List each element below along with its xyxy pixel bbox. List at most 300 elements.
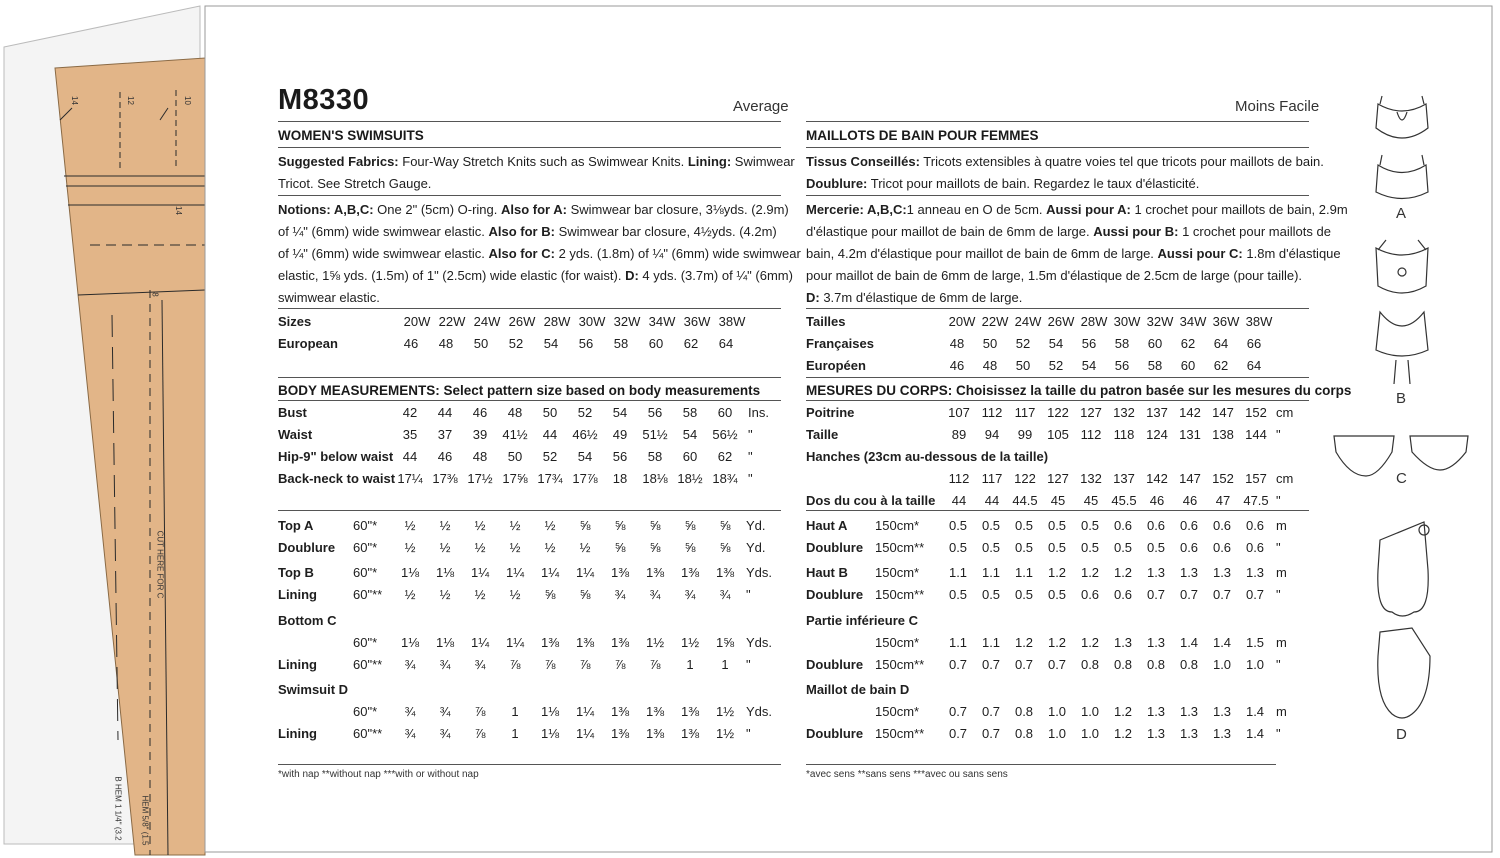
table-cell: 1.0 — [1047, 726, 1067, 741]
table-cell: 51½ — [642, 427, 668, 442]
table-cell: 26W — [508, 314, 536, 329]
row-unit: cm — [1276, 471, 1294, 486]
table-cell: 1¼ — [470, 635, 490, 650]
row-label: Top A — [278, 518, 314, 533]
table-cell: 46½ — [572, 427, 598, 442]
table-cell: 1.3 — [1179, 565, 1199, 580]
table-cell: 0.6 — [1179, 518, 1199, 533]
table-cell: 122 — [1014, 471, 1036, 486]
table-cell: 1¼ — [505, 565, 525, 580]
row-unit: cm — [1276, 405, 1294, 420]
table-cell: ⅞ — [474, 726, 486, 741]
table-cell: 1.2 — [1047, 565, 1067, 580]
row-label: Maillot de bain D — [806, 682, 910, 697]
table-cell: 1¼ — [470, 565, 490, 580]
table-cell: ⅝ — [579, 587, 591, 602]
row-label: Françaises — [806, 336, 874, 351]
table-cell: 62 — [683, 336, 699, 351]
table-cell: 56 — [1081, 336, 1097, 351]
table-cell: ⅞ — [509, 657, 521, 672]
table-cell: 112 — [981, 405, 1003, 420]
row-label: Hanches (23cm au-dessous de la taille) — [806, 449, 1049, 464]
row-unit: Yds. — [746, 565, 773, 580]
tissue-number: 8 — [150, 292, 160, 297]
table-cell: 117 — [981, 471, 1003, 486]
width-cell: 150cm* — [875, 518, 920, 533]
table-cell: 64 — [1246, 358, 1262, 373]
width-cell: 60"* — [353, 540, 378, 555]
table-cell: 1.1 — [1014, 565, 1034, 580]
table-cell: 56 — [612, 449, 628, 464]
rule — [278, 195, 781, 196]
rule — [806, 510, 1309, 511]
row-unit: m — [1276, 565, 1287, 580]
table-cell: 1¼ — [575, 565, 595, 580]
table-cell: 60 — [1147, 336, 1163, 351]
table-cell: ½ — [544, 518, 556, 533]
table-cell: 1⅛ — [435, 635, 455, 650]
row-label: Poitrine — [806, 405, 855, 420]
row-unit: Yds. — [746, 704, 773, 719]
table-cell: ⅞ — [544, 657, 556, 672]
text-line: of ¼" (6mm) wide swimwear elastic. Also for C: 2 yds. (1.8m) of ¼" (6mm) wide swimwear — [278, 246, 801, 261]
table-cell: 1.3 — [1146, 565, 1166, 580]
table-cell: 17½ — [467, 471, 493, 486]
table-cell: ½ — [509, 518, 521, 533]
rule — [278, 400, 781, 401]
table-cell: ⅝ — [719, 540, 731, 555]
table-cell: 46 — [437, 449, 453, 464]
table-cell: ¾ — [404, 704, 416, 719]
table-cell: 45 — [1050, 493, 1066, 508]
rule — [806, 195, 1309, 196]
table-cell: ½ — [404, 518, 416, 533]
row-label: Back-neck to waist — [278, 471, 396, 486]
table-cell: ½ — [474, 587, 486, 602]
width-cell: 150cm* — [875, 635, 920, 650]
row-unit: " — [1276, 540, 1281, 555]
table-cell: 0.6 — [1113, 518, 1133, 533]
rule — [806, 121, 1309, 122]
table-cell: 1.2 — [1014, 635, 1034, 650]
table-cell: 58 — [1114, 336, 1130, 351]
table-cell: 1½ — [715, 704, 735, 719]
table-cell: 1 — [686, 657, 694, 672]
row-unit: Yd. — [746, 540, 766, 555]
table-cell: 58 — [682, 405, 698, 420]
table-cell: 1.3 — [1113, 635, 1133, 650]
row-label: Bust — [278, 405, 307, 420]
table-cell: 50 — [473, 336, 489, 351]
table-cell: 0.7 — [981, 726, 1001, 741]
table-cell: 44 — [951, 493, 967, 508]
row-label: Swimsuit D — [278, 682, 349, 697]
tissue-number: 14 — [69, 96, 79, 105]
table-cell: 1⅜ — [680, 565, 700, 580]
table-cell: ⅞ — [614, 657, 626, 672]
row-unit: Yds. — [746, 635, 773, 650]
table-cell: ½ — [439, 540, 451, 555]
table-cell: 18¾ — [712, 471, 738, 486]
table-cell: 60 — [648, 336, 664, 351]
table-cell: 0.6 — [1212, 518, 1232, 533]
title-fr: MAILLOTS DE BAIN POUR FEMMES — [806, 128, 1039, 143]
table-cell: ⅞ — [649, 657, 661, 672]
row-label: Taille — [806, 427, 839, 442]
table-cell: 1.0 — [1047, 704, 1067, 719]
table-cell: ½ — [579, 540, 591, 555]
table-cell: 42 — [402, 405, 418, 420]
table-cell: 30W — [1113, 314, 1141, 329]
table-cell: 1⅜ — [575, 635, 595, 650]
width-cell: 150cm** — [875, 657, 925, 672]
text-line: Doublure: Tricot pour maillots de bain. Regardez le taux d'élasticité. — [806, 176, 1200, 191]
table-cell: 147 — [1212, 405, 1234, 420]
table-cell: 131 — [1179, 427, 1201, 442]
table-cell: 62 — [717, 449, 733, 464]
tissue-hem-text: B HEM 1 1/4" (3.2 — [113, 776, 123, 841]
width-cell: 60"** — [353, 657, 383, 672]
table-cell: 122 — [1047, 405, 1069, 420]
tissue-number: 10 — [182, 96, 192, 105]
table-cell: ¾ — [404, 726, 416, 741]
table-cell: 24W — [473, 314, 501, 329]
table-cell: 1 — [511, 726, 519, 741]
table-cell: 1.4 — [1245, 704, 1265, 719]
table-cell: 1.0 — [1212, 657, 1232, 672]
table-cell: 1⅜ — [645, 704, 665, 719]
row-label: Dos du cou à la taille — [806, 493, 936, 508]
table-cell: 28W — [543, 314, 571, 329]
table-cell: 1.2 — [1113, 565, 1133, 580]
table-cell: 45 — [1083, 493, 1099, 508]
table-cell: 1.0 — [1245, 657, 1265, 672]
table-cell: 94 — [984, 427, 1000, 442]
table-cell: ⅝ — [614, 518, 626, 533]
row-label: Waist — [278, 427, 313, 442]
text-line: bain, 4.2m d'élastique pour maillot de bain de 6mm de large. Aussi pour C: 1.8m d'élastique — [806, 246, 1341, 261]
table-cell: ⅝ — [684, 540, 696, 555]
table-cell: 1¼ — [505, 635, 525, 650]
table-cell: 62 — [1213, 358, 1229, 373]
table-cell: 41½ — [502, 427, 528, 442]
width-cell: 60"* — [353, 635, 378, 650]
tissue-hem-text: HEM 5/8" (1.5 — [140, 795, 150, 846]
tissue-number: 12 — [125, 96, 135, 105]
row-label: Partie inférieure C — [806, 613, 918, 628]
table-cell: 112 — [1080, 427, 1102, 442]
table-cell: 0.8 — [1014, 704, 1034, 719]
table-cell: 49 — [612, 427, 628, 442]
table-cell: 1.1 — [948, 635, 968, 650]
table-cell: 1.3 — [1179, 704, 1199, 719]
table-cell: 0.7 — [1179, 587, 1199, 602]
table-cell: 37 — [437, 427, 453, 442]
table-cell: 0.5 — [1080, 518, 1100, 533]
table-cell: ½ — [404, 540, 416, 555]
row-label: Européen — [806, 358, 866, 373]
body-title-en: BODY MEASUREMENTS: Select pattern size based on body measurements — [278, 383, 761, 398]
table-cell: 56 — [647, 405, 663, 420]
table-cell: 0.5 — [1014, 587, 1034, 602]
table-cell: 36W — [683, 314, 711, 329]
table-cell: 1½ — [680, 635, 700, 650]
table-cell: 124 — [1146, 427, 1168, 442]
table-cell: 44 — [437, 405, 453, 420]
difficulty-en: Average — [733, 98, 789, 115]
row-unit: " — [748, 471, 753, 486]
row-unit: " — [1276, 427, 1281, 442]
table-cell: 46 — [1149, 493, 1165, 508]
table-cell: 46 — [472, 405, 488, 420]
table-cell: 1⅜ — [610, 635, 630, 650]
row-unit: m — [1276, 635, 1287, 650]
row-label: Haut A — [806, 518, 848, 533]
table-cell: 52 — [1015, 336, 1031, 351]
row-unit: m — [1276, 704, 1287, 719]
table-cell: 48 — [472, 449, 488, 464]
row-unit: m — [1276, 518, 1287, 533]
table-cell: 1.2 — [1113, 726, 1133, 741]
row-label: Bottom C — [278, 613, 337, 628]
table-cell: 60 — [717, 405, 733, 420]
table-cell: 44 — [402, 449, 418, 464]
table-cell: 0.5 — [1014, 518, 1034, 533]
table-cell: 1.4 — [1179, 635, 1199, 650]
table-cell: ½ — [474, 518, 486, 533]
table-cell: ¾ — [649, 587, 661, 602]
table-cell: 47.5 — [1243, 493, 1269, 508]
table-cell: 60 — [1180, 358, 1196, 373]
rule — [806, 308, 1309, 309]
table-cell: 1⅜ — [610, 726, 630, 741]
table-cell: 58 — [613, 336, 629, 351]
table-cell: 66 — [1246, 336, 1262, 351]
table-cell: 38W — [1245, 314, 1273, 329]
table-cell: 54 — [612, 405, 628, 420]
rule — [278, 147, 781, 148]
table-cell: 0.5 — [981, 518, 1001, 533]
table-cell: 18½ — [677, 471, 703, 486]
table-cell: ⅞ — [474, 704, 486, 719]
table-cell: 0.7 — [1047, 657, 1067, 672]
table-cell: 0.7 — [948, 726, 968, 741]
fabrics-line-en: Suggested Fabrics: Four-Way Stretch Knits such as Swimwear Knits. Lining: Swimwear — [278, 154, 795, 169]
width-cell: 150cm** — [875, 587, 925, 602]
width-cell: 60"* — [353, 565, 378, 580]
table-cell: ½ — [544, 540, 556, 555]
table-cell: 1⅜ — [680, 726, 700, 741]
tissue-number: 14 — [173, 206, 183, 215]
table-cell: 117 — [1014, 405, 1036, 420]
table-cell: ⅝ — [614, 540, 626, 555]
table-cell: 1.3 — [1212, 565, 1232, 580]
table-cell: 118 — [1113, 427, 1135, 442]
table-cell: 0.7 — [1245, 587, 1265, 602]
table-cell: 0.5 — [1146, 540, 1166, 555]
table-cell: 1¼ — [575, 704, 595, 719]
table-cell: 138 — [1212, 427, 1234, 442]
row-unit: " — [748, 449, 753, 464]
table-cell: 48 — [949, 336, 965, 351]
table-cell: 64 — [718, 336, 734, 351]
table-cell: 0.8 — [1113, 657, 1133, 672]
table-cell: 17⅝ — [502, 471, 528, 486]
table-cell: 1.5 — [1245, 635, 1265, 650]
table-cell: 0.5 — [1047, 540, 1067, 555]
table-cell: 60 — [682, 449, 698, 464]
row-unit: " — [746, 726, 751, 741]
table-cell: 52 — [542, 449, 558, 464]
table-cell: 46 — [403, 336, 419, 351]
table-cell: 54 — [577, 449, 593, 464]
rule — [806, 147, 1309, 148]
row-unit: " — [748, 427, 753, 442]
row-unit: " — [1276, 726, 1281, 741]
table-cell: 56 — [578, 336, 594, 351]
table-cell: 56½ — [712, 427, 738, 442]
table-cell: 0.5 — [948, 587, 968, 602]
table-cell: 0.7 — [1212, 587, 1232, 602]
table-cell: 0.6 — [1245, 540, 1265, 555]
table-cell: 1⅛ — [400, 565, 420, 580]
table-cell: 30W — [578, 314, 606, 329]
table-cell: 0.8 — [1014, 726, 1034, 741]
table-cell: 0.5 — [948, 518, 968, 533]
table-cell: 0.6 — [1113, 587, 1133, 602]
table-cell: ¾ — [439, 704, 451, 719]
footnote-en: *with nap **without nap ***with or without nap — [278, 769, 479, 780]
table-cell: 112 — [948, 471, 970, 486]
table-cell: 44 — [984, 493, 1000, 508]
rule — [806, 764, 1276, 765]
table-cell: 1⅜ — [540, 635, 560, 650]
table-cell: 1¼ — [575, 726, 595, 741]
table-cell: 89 — [951, 427, 967, 442]
table-cell: 17⅞ — [572, 471, 598, 486]
table-cell: 1.2 — [1047, 635, 1067, 650]
table-cell: 1.2 — [1080, 635, 1100, 650]
view-label-b: B — [1396, 390, 1407, 407]
table-cell: 1.1 — [948, 565, 968, 580]
table-cell: 1.4 — [1212, 635, 1232, 650]
table-cell: 1½ — [645, 635, 665, 650]
table-cell: ¾ — [474, 657, 486, 672]
fabrics-line-en: Tricot. See Stretch Gauge. — [278, 176, 432, 191]
tissue-cut-text: CUT HERE FOR C — [155, 530, 165, 599]
row-label: Hip-9" below waist — [278, 449, 394, 464]
table-cell: 54 — [543, 336, 559, 351]
table-cell: ⅝ — [719, 518, 731, 533]
table-cell: 52 — [1048, 358, 1064, 373]
table-cell: 1.0 — [1080, 726, 1100, 741]
width-cell: 150cm* — [875, 565, 920, 580]
table-cell: 17¼ — [397, 471, 423, 486]
table-cell: 0.7 — [1014, 657, 1034, 672]
table-cell: ¾ — [439, 657, 451, 672]
width-cell: 150cm* — [875, 704, 920, 719]
table-cell: 52 — [577, 405, 593, 420]
row-label: Lining — [278, 657, 317, 672]
table-cell: 58 — [647, 449, 663, 464]
table-cell: 0.5 — [1080, 540, 1100, 555]
table-cell: 152 — [1245, 405, 1267, 420]
table-cell: 0.7 — [948, 704, 968, 719]
row-unit: " — [1276, 587, 1281, 602]
table-cell: ⅝ — [649, 540, 661, 555]
table-cell: 35 — [402, 427, 418, 442]
row-label: Lining — [278, 587, 317, 602]
table-cell: ¾ — [719, 587, 731, 602]
table-cell: 1.3 — [1146, 635, 1166, 650]
table-cell: 0.8 — [1146, 657, 1166, 672]
view-label-c: C — [1396, 470, 1407, 487]
table-cell: 1⅜ — [610, 704, 630, 719]
table-cell: ⅝ — [544, 587, 556, 602]
table-cell: 18 — [612, 471, 628, 486]
table-cell: 152 — [1212, 471, 1234, 486]
table-cell: 1⅜ — [680, 704, 700, 719]
table-cell: 1.0 — [1080, 704, 1100, 719]
table-cell: 0.5 — [948, 540, 968, 555]
table-cell: 127 — [1047, 471, 1069, 486]
table-cell: 1⅜ — [645, 565, 665, 580]
rule — [278, 764, 781, 765]
table-cell: 52 — [508, 336, 524, 351]
table-cell: ⅝ — [579, 518, 591, 533]
table-cell: 1⅜ — [645, 726, 665, 741]
table-cell: 157 — [1245, 471, 1267, 486]
width-cell: 60"* — [353, 704, 378, 719]
row-unit: " — [746, 657, 751, 672]
row-unit: " — [1276, 657, 1281, 672]
table-cell: 127 — [1080, 405, 1102, 420]
table-cell: 1 — [511, 704, 519, 719]
rule — [806, 377, 1309, 378]
table-cell: 39 — [472, 427, 488, 442]
table-cell: 26W — [1047, 314, 1075, 329]
text-line: d'élastique pour maillot de bain de 6mm de large. Aussi pour B: 1 crochet pour maillots de — [806, 224, 1331, 239]
table-cell: 1⅜ — [715, 565, 735, 580]
table-cell: 0.5 — [981, 587, 1001, 602]
table-cell: 144 — [1245, 427, 1267, 442]
table-cell: 1.4 — [1245, 726, 1265, 741]
rule — [278, 377, 781, 378]
table-cell: ½ — [404, 587, 416, 602]
rule — [806, 400, 1309, 401]
table-cell: 1⅝ — [715, 635, 735, 650]
table-cell: ¾ — [614, 587, 626, 602]
row-label: Lining — [278, 726, 317, 741]
table-cell: ½ — [439, 587, 451, 602]
row-label: Doublure — [806, 657, 864, 672]
table-cell: 1⅛ — [540, 704, 560, 719]
table-cell: ⅝ — [649, 518, 661, 533]
table-cell: ¾ — [404, 657, 416, 672]
table-cell: 32W — [1146, 314, 1174, 329]
table-cell: 1 — [721, 657, 729, 672]
table-cell: 142 — [1146, 471, 1168, 486]
pattern-number: M8330 — [278, 84, 370, 116]
text-line: pour maillot de bain de 6mm de large, 1.5m d'élastique de 2.5cm de large (pour taille). — [806, 268, 1303, 283]
row-unit: Yd. — [746, 518, 766, 533]
table-cell: 62 — [1180, 336, 1196, 351]
table-cell: 0.6 — [1212, 540, 1232, 555]
row-label: Doublure — [806, 726, 864, 741]
table-cell: 17⅜ — [432, 471, 458, 486]
width-cell: 60"** — [353, 587, 383, 602]
table-cell: 1.2 — [1113, 704, 1133, 719]
